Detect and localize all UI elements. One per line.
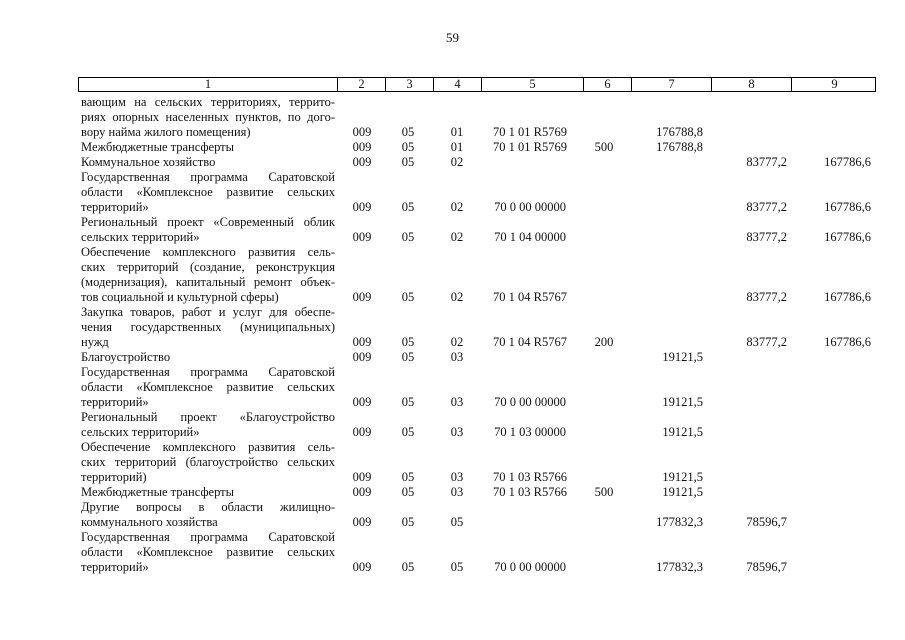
row-name: Государственная программа Саратовской области «Комплексное развитие сельских территорий» bbox=[81, 530, 335, 574]
row-subsection: 02 bbox=[450, 335, 464, 349]
row-section: 05 bbox=[401, 560, 415, 574]
table-row bbox=[0, 155, 905, 170]
row-col7: 19121,5 bbox=[662, 350, 703, 364]
row-ministry: 009 bbox=[352, 140, 372, 154]
table-row bbox=[0, 305, 905, 350]
row-target: 70 1 04 00000 bbox=[494, 230, 566, 244]
table-row bbox=[0, 140, 905, 155]
row-target: 70 1 04 R5767 bbox=[493, 335, 567, 349]
row-col7: 177832,3 bbox=[656, 515, 703, 529]
page-number: 59 bbox=[446, 30, 459, 45]
row-subsection: 03 bbox=[450, 485, 464, 499]
row-ministry: 009 bbox=[352, 485, 372, 499]
row-name: Благоустройство bbox=[81, 350, 171, 364]
row-ministry: 009 bbox=[352, 335, 372, 349]
row-subsection: 03 bbox=[450, 470, 464, 484]
row-ministry: 009 bbox=[352, 290, 372, 304]
row-col8: 83777,2 bbox=[746, 200, 787, 214]
row-col7: 19121,5 bbox=[662, 395, 703, 409]
row-col7: 176788,8 bbox=[656, 140, 703, 154]
row-section: 05 bbox=[401, 515, 415, 529]
header-col-1: 1 bbox=[79, 78, 338, 91]
row-target: 70 0 00 00000 bbox=[494, 200, 566, 214]
row-target: 70 0 00 00000 bbox=[494, 395, 566, 409]
row-name: Обеспечение комплексного развития сель- ских территорий (благоустройство сельских территорий) bbox=[81, 440, 335, 484]
row-ministry: 009 bbox=[352, 560, 372, 574]
row-section: 05 bbox=[401, 125, 415, 139]
row-col7: 177832,3 bbox=[656, 560, 703, 574]
row-col9: 167786,6 bbox=[824, 290, 871, 304]
row-ministry: 009 bbox=[352, 395, 372, 409]
row-col7: 176788,8 bbox=[656, 125, 703, 139]
table-header bbox=[78, 77, 876, 92]
table-row bbox=[0, 365, 905, 410]
row-col9: 167786,6 bbox=[824, 335, 871, 349]
row-name: Межбюджетные трансферты bbox=[81, 485, 235, 499]
row-col8: 83777,2 bbox=[746, 230, 787, 244]
row-section: 05 bbox=[401, 485, 415, 499]
row-subsection: 01 bbox=[450, 125, 464, 139]
header-col-9: 9 bbox=[831, 77, 838, 91]
row-name: вающим на сельских территориях, террито- риях опорных населенных пунктов, по дого- вору найма жилого помещения) bbox=[81, 95, 335, 139]
row-name: Коммунальное хозяйство bbox=[81, 155, 216, 169]
row-col8: 78596,7 bbox=[746, 515, 787, 529]
row-subsection: 02 bbox=[450, 230, 464, 244]
header-col-3: 3 bbox=[386, 78, 434, 91]
row-target: 70 1 04 R5767 bbox=[493, 290, 567, 304]
row-section: 05 bbox=[401, 425, 415, 439]
row-ministry: 009 bbox=[352, 200, 372, 214]
row-ministry: 009 bbox=[352, 425, 372, 439]
row-target: 70 1 03 00000 bbox=[494, 425, 566, 439]
row-ministry: 009 bbox=[352, 155, 372, 169]
row-name: Обеспечение комплексного развития сель- ских территорий (создание, реконструкция (модернизация), капитальный ремонт объек- тов социальной и культурной сферы) bbox=[81, 245, 335, 304]
row-section: 05 bbox=[401, 230, 415, 244]
row-type: 500 bbox=[594, 140, 614, 154]
row-section: 05 bbox=[401, 395, 415, 409]
row-target: 70 1 01 R5769 bbox=[493, 140, 567, 154]
row-section: 05 bbox=[401, 335, 415, 349]
row-ministry: 009 bbox=[352, 470, 372, 484]
row-ministry: 009 bbox=[352, 230, 372, 244]
table-row bbox=[0, 95, 905, 140]
row-subsection: 02 bbox=[450, 155, 464, 169]
row-col8: 83777,2 bbox=[746, 155, 787, 169]
row-target: 70 1 01 R5769 bbox=[493, 125, 567, 139]
row-name: Региональный проект «Современный облик сельских территорий» bbox=[81, 215, 335, 244]
table-body bbox=[0, 95, 905, 575]
row-section: 05 bbox=[401, 470, 415, 484]
table-row bbox=[0, 350, 905, 365]
row-type: 500 bbox=[594, 485, 614, 499]
row-col9: 167786,6 bbox=[824, 155, 871, 169]
row-type: 200 bbox=[594, 335, 614, 349]
row-name: Другие вопросы в области жилищно- коммунального хозяйства bbox=[81, 500, 335, 529]
row-name: Государственная программа Саратовской области «Комплексное развитие сельских территорий» bbox=[81, 365, 335, 409]
row-name: Межбюджетные трансферты bbox=[81, 140, 235, 154]
row-target: 70 1 03 R5766 bbox=[493, 470, 567, 484]
row-section: 05 bbox=[401, 350, 415, 364]
row-section: 05 bbox=[401, 200, 415, 214]
row-col7: 19121,5 bbox=[662, 485, 703, 499]
header-col-2: 2 bbox=[338, 78, 386, 91]
row-ministry: 009 bbox=[352, 125, 372, 139]
row-col9: 167786,6 bbox=[824, 200, 871, 214]
row-subsection: 02 bbox=[450, 290, 464, 304]
row-name: Региональный проект «Благоустройство сельских территорий» bbox=[81, 410, 335, 439]
row-col9: 167786,6 bbox=[824, 230, 871, 244]
header-col-8: 8 bbox=[712, 78, 792, 91]
row-name: Государственная программа Саратовской области «Комплексное развитие сельских территорий» bbox=[81, 170, 335, 214]
row-ministry: 009 bbox=[352, 515, 372, 529]
header-col-4: 4 bbox=[434, 78, 482, 91]
table-row bbox=[0, 170, 905, 215]
header-col-5: 5 bbox=[482, 78, 584, 91]
row-section: 05 bbox=[401, 155, 415, 169]
row-subsection: 03 bbox=[450, 350, 464, 364]
row-col7: 19121,5 bbox=[662, 470, 703, 484]
row-col8: 83777,2 bbox=[746, 290, 787, 304]
row-subsection: 03 bbox=[450, 395, 464, 409]
table-row bbox=[0, 215, 905, 245]
header-col-7: 7 bbox=[632, 78, 712, 91]
row-section: 05 bbox=[401, 140, 415, 154]
row-subsection: 05 bbox=[450, 515, 464, 529]
row-col7: 19121,5 bbox=[662, 425, 703, 439]
row-name: Закупка товаров, работ и услуг для обеспе- чения государственных (муниципальных) нужд bbox=[81, 305, 335, 349]
table-row bbox=[0, 530, 905, 575]
row-ministry: 009 bbox=[352, 350, 372, 364]
table-row bbox=[0, 440, 905, 485]
row-target: 70 1 03 R5766 bbox=[493, 485, 567, 499]
row-col8: 83777,2 bbox=[746, 335, 787, 349]
row-section: 05 bbox=[401, 290, 415, 304]
header-col-6: 6 bbox=[584, 78, 632, 91]
row-subsection: 03 bbox=[450, 425, 464, 439]
row-target: 70 0 00 00000 bbox=[494, 560, 566, 574]
row-subsection: 02 bbox=[450, 200, 464, 214]
table-row bbox=[0, 485, 905, 500]
row-subsection: 05 bbox=[450, 560, 464, 574]
row-subsection: 01 bbox=[450, 140, 464, 154]
table-row bbox=[0, 245, 905, 305]
row-col8: 78596,7 bbox=[746, 560, 787, 574]
table-row bbox=[0, 410, 905, 440]
table-row bbox=[0, 500, 905, 530]
